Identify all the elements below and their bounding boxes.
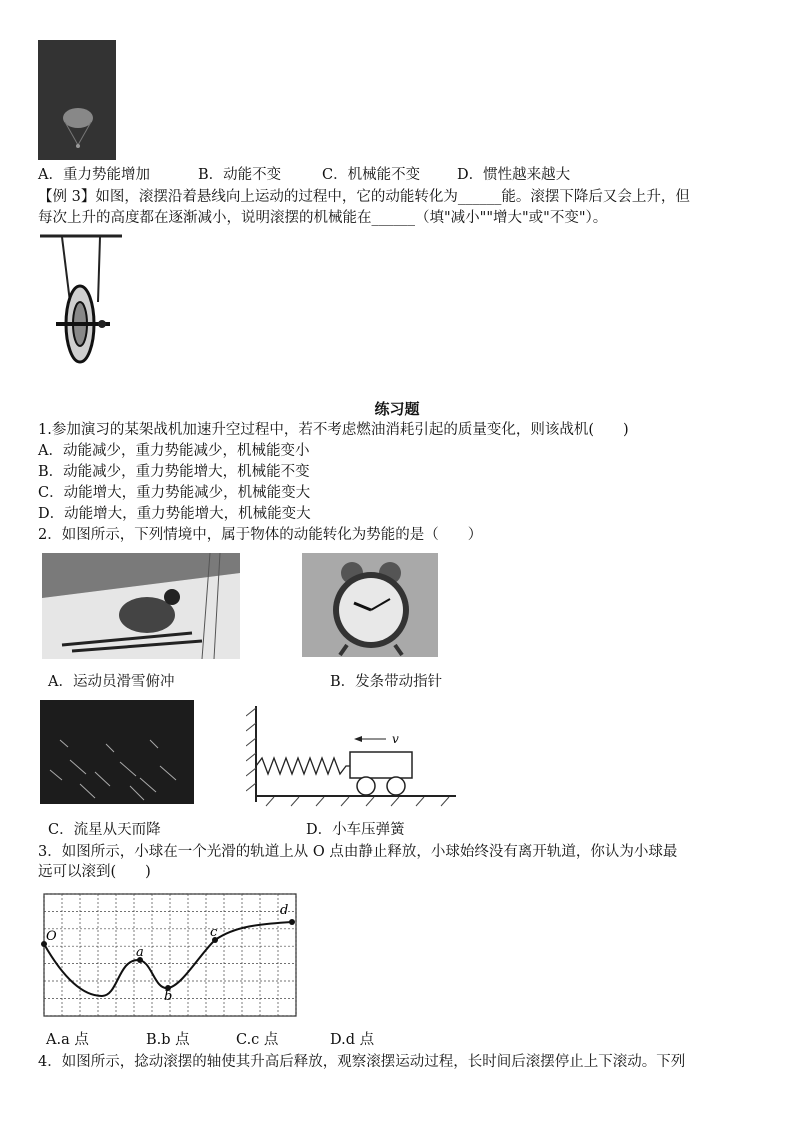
q2-caption-a: A．运动员滑雪俯冲 [48,674,175,690]
q2-caption-c: C．流星从天而降 [48,822,161,838]
option-b: B．动能不变 [198,167,282,183]
example3-line1: 【例 3】如图，滚摆沿着悬线向上运动的过程中，它的动能转化为______能。滚摆下降后又会上升，但 [38,189,690,205]
q2-caption-b: B．发条带动指针 [330,674,443,690]
point-d: d [280,903,289,918]
point-a: a [136,945,144,960]
q3-option-a: A.a 点 [46,1032,89,1048]
top-question-options [38,165,570,185]
exercise-title: 练习题 [374,400,420,418]
track-grid-diagram [40,892,300,1022]
q2-stem: 2．如图所示，下列情境中，属于物体的动能转化为势能的是（ ） [38,527,483,543]
q2-caption-d: D．小车压弹簧 [306,822,405,838]
q1-option-b: B．动能减少，重力势能增大，机械能不变 [38,464,310,480]
q3-stem-line1: 3．如图所示，小球在一个光滑的轨道上从 O 点由静止释放，小球始终没有离开轨道，你认为小球最 [38,844,678,860]
q1-option-c: C．动能增大，重力势能减少，机械能变大 [38,485,311,501]
point-b: b [164,989,173,1004]
option-d: D．惯性越来越大 [457,167,571,183]
option-a: A．重力势能增加 [38,167,150,183]
point-c: c [210,925,218,940]
q4-stem: 4．如图所示，捻动滚摆的轴使其升高后释放，观察滚摆运动过程，长时间后滚摆停止上下滚动。下列 [38,1054,686,1070]
q3-option-b: B.b 点 [146,1032,190,1048]
point-o: O [46,929,57,944]
alarm-clock-photo [302,553,438,657]
alarm-clock-icon [302,553,438,657]
q3-option-c: C.c 点 [236,1032,279,1048]
example3-line2: 每次上升的高度都在逐渐减小，说明滚摆的机械能在______（填"减小""增大"或"不变"）。 [38,210,608,226]
velocity-label: v [392,732,399,746]
q1-option-a: A．动能减少，重力势能减少，机械能变小 [38,443,310,459]
meteor-shower-photo [40,700,194,804]
option-c: C．机械能不变 [322,167,421,183]
parachute-photo-icon [38,40,116,160]
parachute-photo [38,40,116,160]
q3-option-d: D.d 点 [330,1032,375,1048]
q3-options [46,1030,374,1050]
skier-photo [42,553,240,659]
q1-option-d: D．动能增大，重力势能增大，机械能变大 [38,506,311,522]
q1-stem: 1.参加演习的某架战机加速升空过程中，若不考虑燃油消耗引起的质量变化，则该战机( ) [38,422,629,438]
maxwell-pendulum-figure [40,232,125,372]
spring-cart-diagram [246,706,458,810]
q3-stem-line2: 远可以滚到( ) [38,864,151,880]
